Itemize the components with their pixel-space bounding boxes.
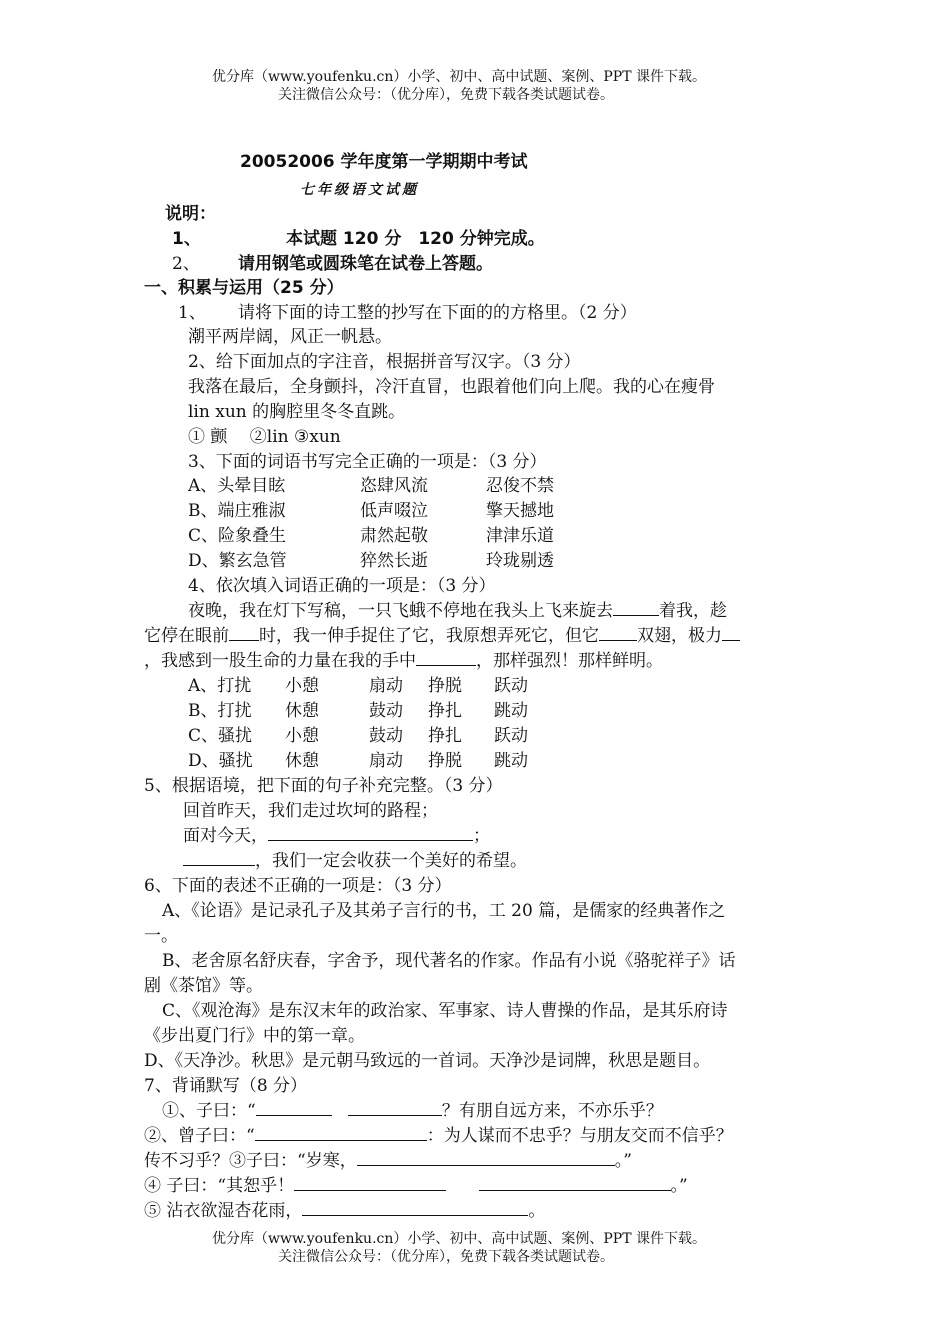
- q4-option-a-1: A、打扰: [188, 676, 252, 696]
- q4-option-b-2: 休憩: [285, 701, 319, 721]
- q4-passage-line-2: 它停在眼前 时，我一伸手捉住了它，我原想弄死它，但它 双翅，极力: [144, 624, 740, 648]
- q3-option-d-2: 猝然长逝: [360, 551, 428, 571]
- exam-title: 20052006 学年度第一学期期中考试: [240, 152, 528, 172]
- q4-text: 4、依次填入词语正确的一项是：（3 分）: [188, 576, 496, 596]
- q6-option-a-line-1: A、《论语》是记录孔子及其弟子言行的书，工 20 篇，是儒家的经典著作之: [162, 901, 726, 921]
- q4-option-d-4: 挣脱: [428, 751, 462, 771]
- q3-option-c-2: 肃然起敬: [360, 526, 428, 546]
- q7-blank-4b[interactable]: [479, 1174, 671, 1191]
- q7-blank-3[interactable]: [357, 1149, 615, 1166]
- q3-option-b-2: 低声啜泣: [360, 501, 428, 521]
- q7-line-3: 传不习乎？③子曰：“岁寒， 。”: [144, 1151, 632, 1171]
- q4-option-c-2: 小憩: [285, 726, 319, 746]
- q1-number: 1、: [178, 303, 206, 323]
- header-line-2: 关注微信公众号：（优分库），免费下载各类试题试卷。: [278, 87, 614, 103]
- q4-passage-line-1: 夜晚，我在灯下写稿，一只飞蛾不停地在我头上飞来旋去 着我，趁: [188, 601, 727, 621]
- q4-option-c-4: 挣扎: [428, 726, 462, 746]
- exam-subtitle: 七年级语文试题: [300, 182, 419, 198]
- q4-option-a-2: 小憩: [285, 676, 319, 696]
- q2-text: 2、给下面加点的字注音，根据拼音写汉字。（3 分）: [188, 352, 581, 372]
- q6-option-b-line-2: 剧《茶馆》等。: [144, 976, 263, 996]
- q7-line-1: ①、子曰：“ ？有朋自远方来，不亦乐乎？: [162, 1101, 663, 1121]
- q7-blank-1b[interactable]: [348, 1099, 442, 1116]
- q3-text: 3、下面的词语书写完全正确的一项是：（3 分）: [188, 452, 547, 472]
- q4-passage-line-3: ，我感到一股生命的力量在我的手中 ，那样强烈！那样鲜明。: [144, 651, 663, 671]
- q5-blank-1[interactable]: [268, 824, 473, 841]
- q1-poem: 潮平两岸阔，风正一帆悬。: [188, 327, 392, 347]
- q7-line-2: ②、曾子曰：“ ：为人谋而不忠乎？与朋友交而不信乎？: [144, 1126, 733, 1146]
- header-line-1: 优分库（www.youfenku.cn）小学、初中、高中试题、案例、PPT 课件下载。: [212, 69, 707, 85]
- q5-line-3: ，我们一定会收获一个美好的希望。: [183, 849, 527, 873]
- q4-blank-4[interactable]: [722, 624, 740, 641]
- q7-line-5: ⑤ 沾衣欲湿杏花雨， 。: [144, 1201, 546, 1221]
- q4-blank-1[interactable]: [613, 599, 659, 616]
- q7-blank-4a[interactable]: [294, 1174, 446, 1191]
- q2-answer-items: ① 颤 ②lin ③xun: [188, 427, 341, 447]
- q4-option-a-4: 挣脱: [428, 676, 462, 696]
- q4-option-b-1: B、打扰: [188, 701, 252, 721]
- q4-option-c-1: C、骚扰: [188, 726, 253, 746]
- q6-option-b-line-1: B、老舍原名舒庆春，字舍予，现代著名的作家。作品有小说《骆驼祥子》话: [162, 951, 736, 971]
- q3-option-b-1: B、端庄雅淑: [188, 501, 286, 521]
- q4-option-d-2: 休憩: [285, 751, 319, 771]
- q6-text: 6、下面的表述不正确的一项是：（3 分）: [144, 876, 452, 896]
- note-1-number: 1、: [172, 229, 201, 249]
- footer-line-1: 优分库（www.youfenku.cn）小学、初中、高中试题、案例、PPT 课件下载。: [212, 1231, 707, 1247]
- q6-option-c-line-2: 《步出夏门行》中的第一章。: [144, 1026, 365, 1046]
- q7-text: 7、背诵默写（8 分）: [144, 1076, 308, 1096]
- q5-text: 5、根据语境，把下面的句子补充完整。（3 分）: [144, 776, 503, 796]
- q3-option-d-1: D、繁玄急管: [188, 551, 287, 571]
- q3-option-a-1: A、头晕目眩: [188, 476, 286, 496]
- q3-option-d-3: 玲珑剔透: [486, 551, 554, 571]
- q4-option-b-5: 跳动: [494, 701, 528, 721]
- q4-option-b-3: 鼓动: [369, 701, 403, 721]
- q1-text: 请将下面的诗工整的抄写在下面的的方格里。（2 分）: [238, 303, 637, 323]
- q3-option-c-3: 津津乐道: [486, 526, 554, 546]
- q4-option-b-4: 挣扎: [428, 701, 462, 721]
- q7-blank-5[interactable]: [302, 1199, 528, 1216]
- q5-line-2: 面对今天， ；: [183, 826, 490, 846]
- q4-option-c-3: 鼓动: [369, 726, 403, 746]
- q3-option-a-2: 恣肆风流: [360, 476, 428, 496]
- q6-option-c-line-1: C、《观沧海》是东汉末年的政治家、军事家、诗人曹操的作品，是其乐府诗: [162, 1001, 728, 1021]
- q6-option-d: D、《天净沙。秋思》是元朝马致远的一首词。天净沙是词牌，秋思是题目。: [144, 1051, 711, 1071]
- note-2-text: 请用钢笔或圆珠笔在试卷上答题。: [238, 254, 493, 274]
- q4-option-d-3: 扇动: [369, 751, 403, 771]
- q6-option-a-line-2: 一。: [144, 926, 178, 946]
- q2-passage-line-2: lin xun 的胸腔里冬冬直跳。: [188, 402, 406, 422]
- notes-heading: 说明：: [165, 204, 216, 224]
- q3-option-b-3: 擎天撼地: [486, 501, 554, 521]
- q7-blank-2[interactable]: [255, 1124, 427, 1141]
- q4-option-c-5: 跃动: [494, 726, 528, 746]
- q7-blank-1a[interactable]: [256, 1099, 332, 1116]
- q4-blank-5[interactable]: [416, 649, 476, 666]
- footer-line-2: 关注微信公众号：（优分库），免费下载各类试题试卷。: [278, 1249, 614, 1265]
- q4-blank-2[interactable]: [229, 624, 259, 641]
- q4-option-a-5: 跃动: [494, 676, 528, 696]
- q4-option-d-1: D、骚扰: [188, 751, 253, 771]
- q2-passage-line-1: 我落在最后，全身颤抖，冷汗直冒，也跟着他们向上爬。我的心在瘦骨: [188, 377, 715, 397]
- q4-blank-3[interactable]: [599, 624, 637, 641]
- q4-option-d-5: 跳动: [494, 751, 528, 771]
- note-2-number: 2、: [172, 254, 200, 274]
- q5-blank-2[interactable]: [183, 849, 255, 866]
- q7-line-4: ④ 子曰：“其恕乎！ 。”: [144, 1176, 688, 1196]
- q4-option-a-3: 扇动: [369, 676, 403, 696]
- q5-line-1: 回首昨天，我们走过坎坷的路程；: [183, 801, 438, 821]
- section-1-heading: 一、积累与运用（25 分）: [144, 278, 344, 298]
- q3-option-c-1: C、险象叠生: [188, 526, 287, 546]
- q3-option-a-3: 忍俊不禁: [486, 476, 554, 496]
- note-1-text: 本试题 120 分 120 分钟完成。: [286, 229, 545, 249]
